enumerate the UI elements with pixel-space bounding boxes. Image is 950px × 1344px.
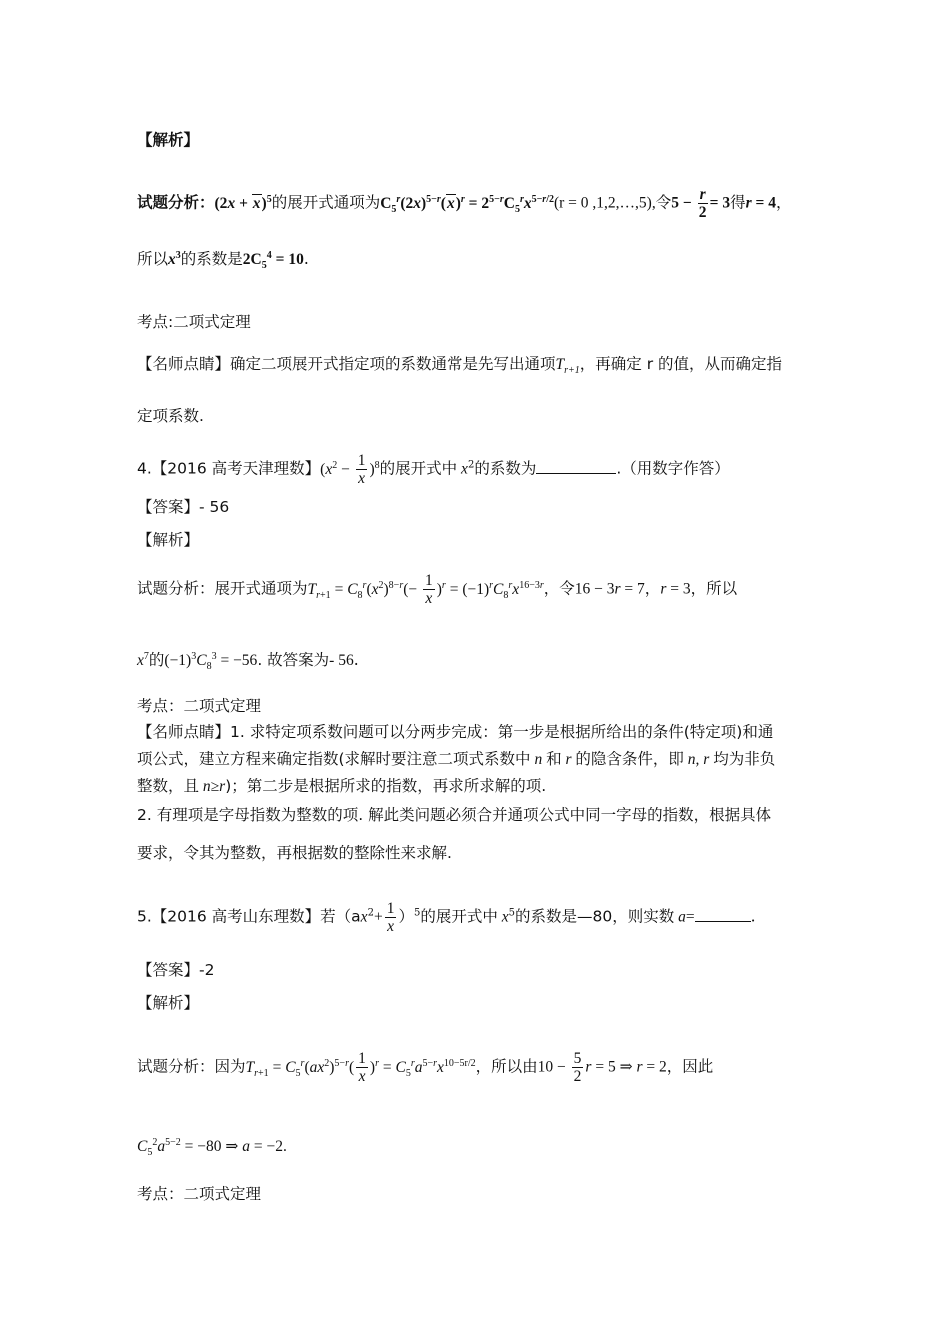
analysis-5-line-1: 试题分析：因为$T_{r+1} = C_5^r(ax^2)^{5-r}$( $\frac{1}{x}$ )$^r = C_5^ra^{5-r}x^{10-5r/2}$，所以由10 − $\frac{5}{2}$ r = 5 ⇒ r = 2，因此	[137, 1050, 714, 1085]
answer-5: 【答案】-2	[137, 961, 215, 979]
analysis-heading-4: 【解析】	[137, 531, 200, 549]
analysis-heading: 【解析】	[137, 131, 200, 149]
answer-4: 【答案】- 56	[137, 498, 230, 516]
analysis-4-line-1: 试题分析：展开式通项为$T_{r+1} = C_8^r(x^2)^{8-r}(-$ $\frac{1}{x}$ )$^r = (-1)^rC_8^rx^{16-3r}$，令16 − 3r = 7，r = 3，所以	[137, 572, 738, 607]
analysis-heading-5: 【解析】	[137, 994, 200, 1012]
question-5: 5.【2016 高考山东理数】若（$ax^2+$ $\frac{1}{x}$ ）$^5$的展开式中 $x^5$的系数是—80，则实数 a= .	[137, 900, 756, 935]
tip-1-line-1: 【名师点睛】确定二项展开式指定项的系数通常是先写出通项$T_{r+1}$，再确定 r 的值，从而确定指	[137, 355, 783, 377]
tip-4-line-3: 整数，且 n≥r)；第二步是根据所求的指数，再求所求解的项.	[137, 777, 547, 795]
analysis-5-line-2: $C_5^2a^{5-2} = -80$ ⇒ a = −2.	[137, 1136, 287, 1159]
analysis-line-1: 试题分析：$(2x + x)^5$的展开式通项为$C_5^r(2x)^{5-r}(x)^r = 2^{5-r}C_5^rx^{5-r/2}(r = 0$ ,1,2,…,5),令5 − $\frac{r}{2}$ = 3得r = 4，	[137, 186, 792, 221]
kaodian-5: 考点：二项式定理	[137, 1185, 262, 1203]
analysis-line-2: 所以$x^3$的系数是$2C_5^4 = 10$.	[137, 249, 309, 272]
kaodian-4: 考点：二项式定理	[137, 697, 262, 715]
tip-4-line-1: 【名师点睛】1. 求特定项系数问题可以分两步完成：第一步是根据所给出的条件(特定项)和通	[137, 723, 774, 741]
tip-4-line-5: 要求，令其为整数，再根据数的整除性来求解.	[137, 844, 452, 862]
tip-4-line-4: 2. 有理项是字母指数为整数的项. 解此类问题必须合并通项公式中同一字母的指数，根据具体	[137, 806, 772, 824]
analysis-4-line-2: $x^7$的$(-1)^3C_8^3 = -56$. 故答案为- 56.	[137, 650, 359, 673]
tip-4-line-2: 项公式，建立方程来确定指数(求解时要注意二项式系数中 n 和 r 的隐含条件，即 n, r 均为非负	[137, 750, 776, 768]
question-4: 4.【2016 高考天津理数】($x^2$ − $\frac{1}{x}$ )$^8$的展开式中 $x^2$的系数为 .（用数字作答）	[137, 452, 730, 487]
tip-1-line-2: 定项系数.	[137, 407, 204, 425]
kaodian-1: 考点:二项式定理	[137, 313, 251, 331]
